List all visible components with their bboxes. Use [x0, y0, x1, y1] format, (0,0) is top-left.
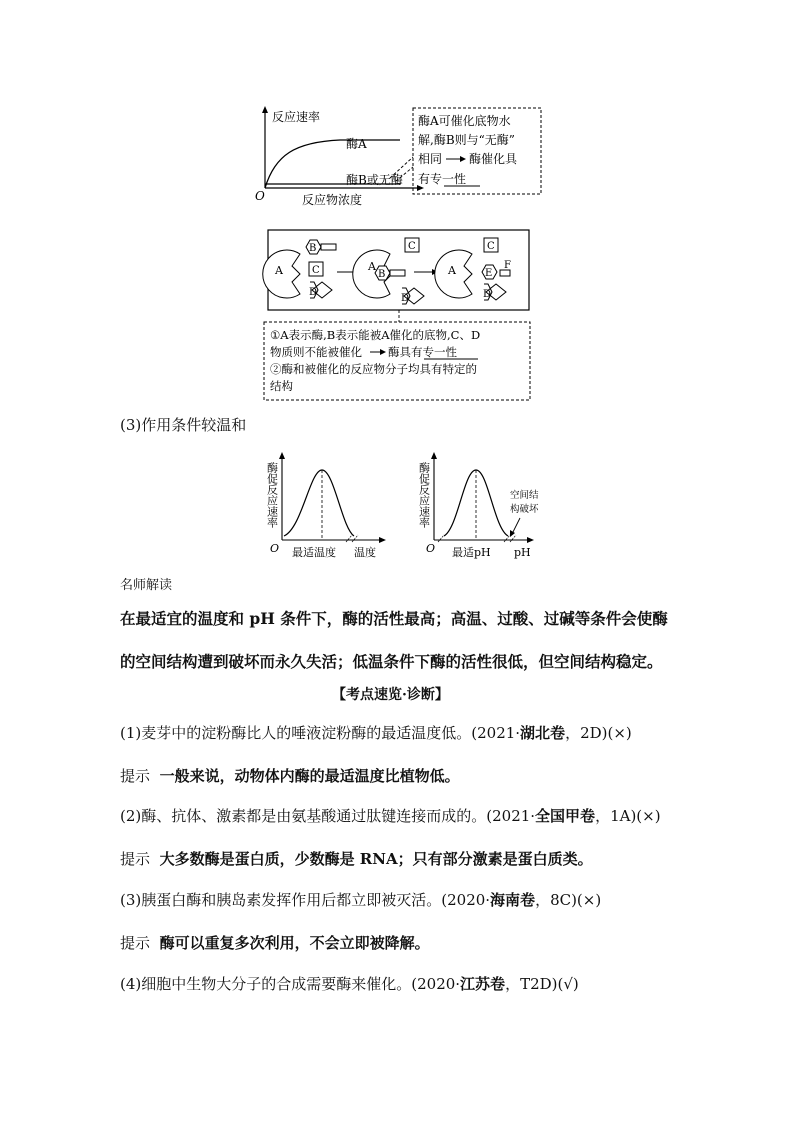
question-4-text: (4)细胞中生物大分子的合成需要酶来催化。(2020· [120, 975, 461, 993]
inactivation-mark [438, 535, 516, 542]
annotation-line-2: 构破坏 [510, 504, 539, 515]
y-axis-arrow [431, 452, 437, 459]
substrate-b-letter: B [378, 269, 386, 280]
tip-3-text: 酶可以重复多次利用，不会立即被降解。 [159, 934, 430, 952]
substrate-d-letter: D [401, 293, 410, 304]
substrate-c-letter: C [487, 241, 495, 252]
enzyme-rate-figure [250, 100, 550, 210]
note-line-3: 相同 [418, 152, 443, 166]
enzyme-a-letter: A [275, 264, 283, 277]
tip-label: 提示 [120, 767, 151, 785]
x-axis-label: pH [514, 546, 531, 559]
note-line-1: 酶A可催化底物水 [418, 114, 511, 128]
question-4-answer: ，T2D)(√) [505, 975, 579, 993]
x-tick-label: 最适pH [452, 546, 491, 559]
tip-label: 提示 [120, 850, 151, 868]
question-3-text: (3)胰蛋白酶和胰岛素发挥作用后都立即被灭活。(2020· [120, 891, 491, 909]
note-line-5: 有专一性 [418, 172, 467, 186]
question-3-answer: ，8C)(×) [535, 891, 602, 909]
question-1-answer: ，2D)(×) [565, 724, 632, 742]
substrate-c-letter: C [408, 241, 416, 252]
question-3 [120, 889, 601, 910]
substrate-c-letter: C [312, 265, 320, 276]
question-4-source: 江苏卷 [460, 975, 506, 993]
question-4 [120, 973, 579, 994]
question-2-source: 全国甲卷 [535, 807, 596, 825]
tip-1 [120, 765, 460, 786]
origin-label: O [255, 189, 265, 203]
annotation-arrow [512, 518, 520, 534]
teacher-text-line-1: 在最适宜的温度和 pH 条件下，酶的活性最高；高温、过酸、过碱等条件会使酶 [120, 609, 668, 628]
tip-1-text: 一般来说，动物体内酶的最适温度比植物低。 [159, 767, 460, 785]
y-axis-label: 反应速率 [272, 110, 321, 124]
x-axis-label: 温度 [354, 546, 376, 559]
lock-key-figure [262, 226, 542, 408]
x-axis-arrow [379, 537, 386, 543]
enzyme-a-label: 酶A [346, 137, 367, 151]
tip-3 [120, 932, 430, 953]
question-2-answer: ，1A)(×) [595, 807, 661, 825]
annotation-arrow-head [510, 530, 515, 537]
substrate-d-letter: D [483, 289, 492, 300]
teacher-text-line-2: 的空间结构遭到破坏而永久失活；低温条件下酶的活性很低，但空间结构稳定。 [120, 652, 663, 671]
tip-2 [120, 848, 593, 869]
note-line-4: 酶催化具 [469, 152, 518, 166]
substrate-b-letter: B [309, 243, 317, 254]
y-axis-arrow [279, 452, 285, 459]
question-1 [120, 722, 632, 743]
teacher-heading: 名师解读 [120, 578, 173, 593]
tip-2-text: 大多数酶是蛋白质，少数酶是 RNA；只有部分激素是蛋白质类。 [159, 850, 593, 868]
note-line-1: ①A表示酶,B表示能被A催化的底物,C、D [270, 328, 481, 342]
question-3-source: 海南卷 [490, 891, 536, 909]
question-2 [120, 805, 661, 826]
enzyme-a-letter: A [368, 260, 376, 273]
section-title: 【考点速览·诊断】 [332, 687, 449, 703]
annotation-line-1: 空间结 [510, 490, 539, 501]
item-3-heading: (3)作用条件较温和 [120, 416, 247, 434]
note-line-2: 解,酶B则与“无酶” [418, 133, 515, 147]
tip-label: 提示 [120, 934, 151, 952]
y-axis-arrow [262, 106, 268, 113]
x-axis-arrow [527, 537, 534, 543]
origin-label: O [426, 542, 436, 555]
temperature-chart [262, 448, 392, 560]
y-axis-label: 酶促反应速率 [265, 462, 279, 528]
origin-label: O [270, 542, 280, 555]
substrate-d-letter: D [309, 287, 318, 298]
inactivation-mark [346, 535, 358, 542]
ph-chart [414, 448, 554, 560]
note-line-5: 结构 [270, 379, 293, 393]
question-1-source: 湖北卷 [520, 724, 566, 742]
note-line-2: 物质则不能被催化 [270, 345, 362, 359]
enzyme-a-letter: A [448, 264, 456, 277]
product-e-letter: E [485, 268, 493, 279]
y-axis-label: 酶促反应速率 [417, 462, 431, 528]
arrow-icon-head [380, 349, 386, 355]
product-f-letter: F [504, 260, 511, 271]
question-1-text: (1)麦芽中的淀粉酶比人的唾液淀粉酶的最适温度低。(2021· [120, 724, 521, 742]
x-axis-label: 反应物浓度 [302, 193, 363, 207]
note-line-3: 酶具有专一性 [388, 345, 457, 359]
substrate-b-tail [321, 244, 336, 250]
note-line-4: ②酶和被催化的反应物分子均具有特定的 [270, 362, 477, 376]
question-2-text: (2)酶、抗体、激素都是由氨基酸通过肽键连接而成的。(2021· [120, 807, 536, 825]
temperature-curve [284, 470, 354, 536]
arrow-icon-head [460, 156, 466, 162]
enzyme-b-label: 酶B或无酶 [346, 173, 403, 187]
bound-substrate-b-tail [390, 270, 405, 276]
x-tick-label: 最适温度 [292, 546, 336, 559]
